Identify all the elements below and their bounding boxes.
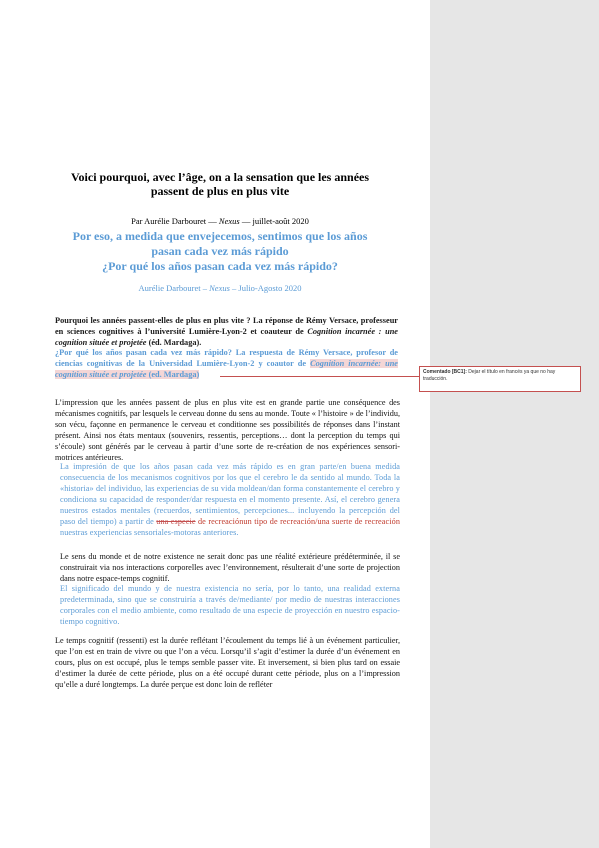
comment-label: Comentado [BC1]: [423, 369, 467, 375]
document-title-es [60, 229, 380, 274]
title-es-line1: Por eso, a medida que envejecemos, sentimos que los años pasan cada vez más rápido [72, 229, 368, 258]
byline-es-publication: Nexus [209, 283, 230, 293]
p2-fr-text: Le sens du monde et de notre existence ne serait donc pas une réalité extérieure prédéterminée, il se construirait via nos interactions corporelles avec l’environnement, résulterait d’une sorte de projection dans notre espace-temps cognitif. [60, 552, 400, 583]
comment-balloon[interactable] [419, 366, 581, 392]
comment-text: Dejar el título en francés ya que no hay traducción. [423, 369, 556, 382]
paragraph-1-es [60, 461, 400, 538]
p3-fr-text: Le temps cognitif (ressenti) est la durée reflétant l’écoulement du temps lié à un événement particulier, que l’on est en train de vivre ou que l’on a vécu. Lorsqu’il s’agit d’estimer la durée d’un événement en cours, plus on est occupé, plus le temps semble passer vite. Et inversement, si bien plus tard on essaie d’estimer la durée de cette période, plus on a été occupé durant cette période, plus on a l’impression qu’elle a duré longtemps. La durée perçue est donc loin de refléter [55, 636, 400, 689]
byline-es-prefix: Aurélie Darbouret – [138, 283, 210, 293]
paragraph-2-fr [60, 551, 400, 584]
paragraph-3-fr [55, 635, 400, 690]
p1-es-main: La impresión de que los años pasan cada vez más rápido es en gran parte/en buena medida consecuencia de los mecanismos cognitivos por los que el cerebro le da sentido al mundo. Toda la «historia» del individuo, las experiencias de su vida moldean/dan forma constantemente el cerebro y condiciona su capacidad de responder/dar respuesta en el momento presente. Así, el cerebro genera nuestros estados mentales (recuerdos, sentimientos, percepciones... incluyendo la percepción del paso del tiempo) a partir de [60, 462, 400, 526]
paragraph-2-es [60, 583, 400, 627]
deleted-text: una especie [156, 517, 196, 526]
byline-es-suffix: – Julio-Agosto 2020 [229, 283, 302, 293]
byline-es [60, 283, 380, 293]
p1-es-end: nuestras experiencias sensoriales-motoras anteriores. [60, 528, 239, 537]
byline-fr [60, 216, 380, 226]
lead-paragraph-fr [55, 315, 398, 348]
lead-es-book-title: Cognition incarnée: une cognition située et projetée [55, 359, 398, 379]
document-title-fr [60, 170, 380, 198]
p2-es-text: El significado del mundo y de nuestra existencia no sería, por lo tanto, una realidad externa predeterminada, sino que se construiría a través de/mediante/ por medio de nuestras interacciones corporales con el medio ambiente, como resultado de una especie de proyección en nuestro espacio-tiempo cognitivo. [60, 584, 400, 626]
byline-fr-prefix: Par Aurélie Darbouret — [131, 216, 219, 226]
lead-fr-main: Pourquoi les années passent-elles de plus en plus vite ? La réponse de Rémy Versace, professeur en sciences cognitives à l’université Lumière-Lyon-2 et coauteur de [55, 316, 398, 336]
comment-connector-line [220, 376, 419, 377]
lead-es-end: (ed. Mardaga) [146, 370, 200, 379]
byline-fr-suffix: — juillet-août 2020 [239, 216, 309, 226]
title-fr-text: Voici pourquoi, avec l’âge, on a la sensation que les années passent de plus en plus vite [70, 170, 370, 198]
comments-margin-pane [430, 0, 599, 848]
p1-fr-text: L’impression que les années passent de plus en plus vite est en grande partie une conséquence des mécanismes cognitifs, par lesquels le cerveau donne du sens au monde. Toute « l’histoire » de l’individu, son vécu, façonne en permanence le cerveau et conditionne ses possibilités de réponses dans l’instant présent. Ainsi nos états mentaux (souvenirs, ressentis, perceptions… dont la perception du temps qui s’écoule) sont générés par le cerveau à partir d’une sorte de re-création de nos expériences sensori-motrices antérieures. [55, 398, 400, 462]
lead-fr-book-title: Cognition incarnée : une cognition située et projetée [55, 327, 398, 347]
inserted-text: un tipo de recreación/una suerte de recreación [243, 517, 401, 526]
deleted-text-2: de recreación [195, 517, 244, 526]
title-es-line2: ¿Por qué los años pasan cada vez más rápido? [102, 259, 338, 273]
lead-es-main: ¿Por qué los años pasan cada vez más rápido? La respuesta de Rémy Versace, profesor de ciencias cognitivas de la Universidad Lumière-Lyon-2 y coautor de [55, 348, 398, 368]
paragraph-1-fr [55, 397, 400, 463]
byline-fr-publication: Nexus [218, 216, 240, 226]
lead-fr-end: (éd. Mardaga). [146, 338, 202, 347]
